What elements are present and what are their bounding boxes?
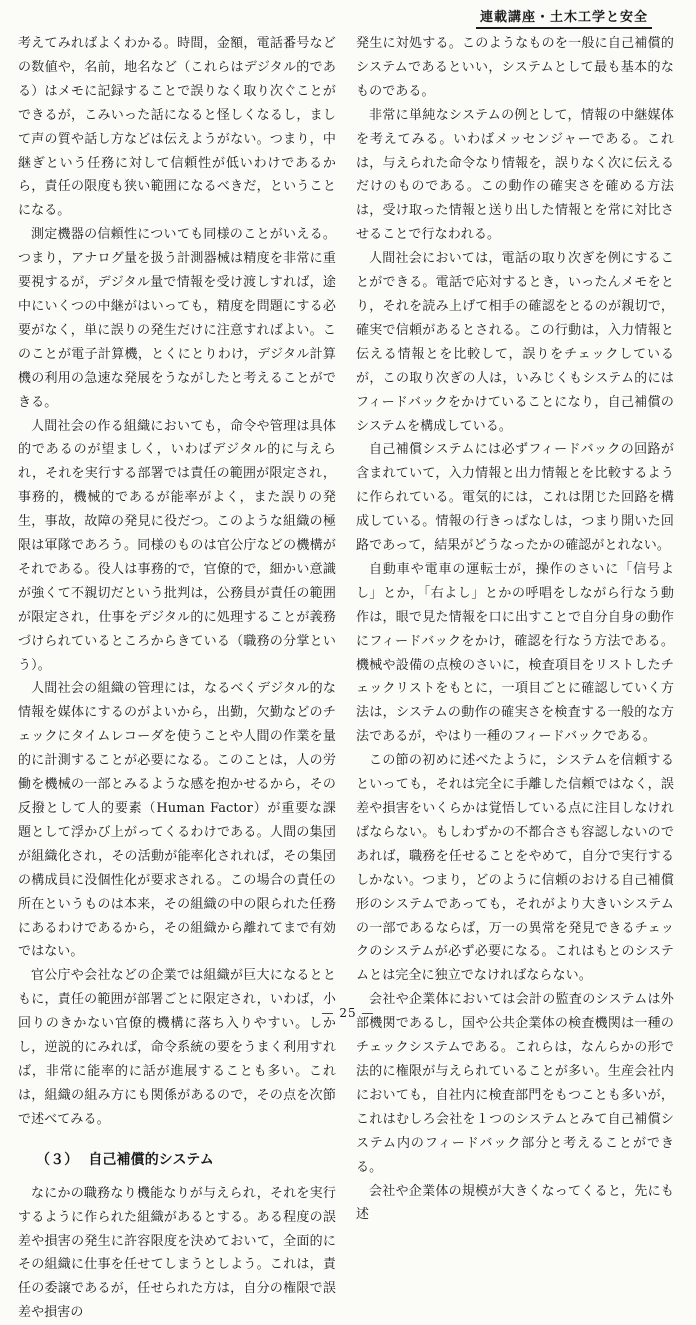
paragraph: 会社や企業体においては会計の監査のシステムは外部機関であるし，国や公共企業体の検査機関は一種のチェックシステムである。これらは，なんらかの形で法的に権限が与えられていることが多い。生産会社内においても，自社内に検査部門をもつことも多いが，これはむしろ会社を１つのシステムとみて自己補償システム内のフィードバック部分と考えることができる。: [356, 992, 674, 1175]
paragraph-continuation: 発生に対処する。このようなものを一般に自己補償的システムであるといい，システムとして最も基本的なものである。: [356, 36, 674, 99]
running-header: 連載講座・土木工学と安全: [476, 6, 652, 29]
paragraph: 非常に単純なシステムの例として，情報の中継媒体を考えてみる。いわばメッセンジャーである。これは，与えられた命令なり情報を，誤りなく次に伝えるだけのものである。この動作の確実さを確める方法は，受け取った情報と送り出した情報とを常に対比させることで行なわれる。: [356, 107, 674, 243]
paragraph: 自己補償システムには必ずフィードバックの回路が含まれていて，入力情報と出力情報とを比較するように作られている。電気的には，これは閉じた回路を構成している。情報の行きっぱなしは，つまり開いた回路であって，結果がどうなったかの確認がとれない。: [356, 442, 674, 554]
paragraph: 測定機器の信頼性についても同様のことがいえる。つまり，アナログ量を扱う計測器械は精度を非常に重要視するが，デジタル量で情報を受け渡しすれば，途中にいくつの中継がはいっても，精度を問題にする必要がなく，単に誤りの発生だけに注意すればよい。このことが電子計算機，とくにとりわけ，デジタル計算機の利用の急速な発展をうながしたと考えることができる。: [18, 227, 336, 410]
right-column: [356, 32, 674, 1227]
section-number: （３）: [36, 1151, 79, 1168]
paragraph: 官公庁や会社などの企業では組織が巨大になるとともに，責任の範囲が部署ごとに限定され，いわば，小回りのきかない官僚的機構に落ち入りやすい。しかし，逆説的にみれば，命令系統の要をうまく利用すれば，非常に能率的に話が進展することも多い。これは，組織の組み方にも関係があるので，その点を次節で述べてみる。: [18, 968, 336, 1127]
paragraph: 自動車や電車の運転士が，操作のさいに「信号よし」とか，「右よし」とかの呼唱をしながら行なう動作は，眼で見た情報を口に出すことで自分自身の動作にフィードバックをかけ，確認を行なう方法である。機械や設備の点検のさいに，検査項目をリストしたチェックリストをもとに，一項目ごとに確認していく方法は，システムの動作の確実さを検査する一般的な方法であるが，やはり一種のフィードバックである。: [356, 561, 674, 745]
section-heading: [36, 1150, 336, 1170]
paragraph: 人間社会においては，電話の取り次ぎを例にすることができる。電話で応対するとき，いったんメモをとり，それを読み上げて相手の確認をとるのが親切で，確実で信頼があるとされる。この行動は，入力情報と伝える情報とを比較して，誤りをチェックしているが，この取り次ぎの人は，いみじくもシステム的にはフィードバックをかけていることになり，自己補償のシステムを構成している。: [356, 251, 674, 434]
paragraph: 考えてみればよくわかる。時間，金額，電話番号などの数値や，名前，地名など（これらはデジタル的である）はメモに記録することで誤りなく取り次ぐことができるが，こみいった話になると怪しくなるし，まして声の質や話し方などは伝えようがない。つまり，中継ぎという任務に対して信頼性が低いわけであるから，責任の限度も狭い範囲になるべきだ，ということになる。: [18, 36, 336, 219]
left-column: [18, 32, 336, 1325]
section-title: 自己補償的システム: [88, 1151, 214, 1168]
paragraph: 人間社会の組織の管理には，なるべくデジタル的な情報を媒体にするのがよいから，出勤，欠勤などのチェックにタイムレコーダを使うことや人間の作業を量的に計測することが必要になる。このことは，人の労働を機械の一部とみるような感を抱かせるから，その反撥として人的要素（Human Factor）が重要な課題として浮かび上がってくるわけである。人間の集団が組織化され，その活動が能率化されれば，その集団の構成員に没個性化が要求される。この場合の責任の所在というものは本来，その組織の中の限られた任務にあるわけであるから，その組織から離れてまで有効ではない。: [18, 681, 336, 960]
paragraph: この節の初めに述べたように，システムを信頼するといっても，それは完全に手離した信頼ではなく，誤差や損害をいくらかは覚悟している点に注目しなければならない。もしわずかの不都合さも容認しないのであれば，職務を任せることをやめて，自分で実行するしかない。つまり，どのように信頼のおける自己補償形のシステムであっても，それがより大きいシステムの一部であるならば，万一の異常を発見できるチェックのシステムが必ず必要になる。これはもとのシステムとは完全に独立でなければならない。: [356, 753, 674, 984]
page-number: — 25 —: [321, 1006, 375, 1020]
paragraph: 会社や企業体の規模が大きくなってくると，先にも述: [356, 1183, 674, 1223]
paragraph: なにかの職務なり機能なりが与えられ，それを実行するように作られた組織があるとする。ある程度の誤差や損害の発生に許容限度を決めておいて，全面的にその組織に仕事を任せてしまうとしよう。これは，責任の委譲であるが，任せられた方は，自分の権限で誤差や損害の: [18, 1185, 336, 1321]
paragraph: 人間社会の作る組織においても，命令や管理は具体的であるのが望ましく，いわばデジタル的に与えられ，それを実行する部署では責任の範囲が限定され，事務的，機械的であるが能率がよく，また誤りの発生，事故，故障の発見に役だつ。このような組織の極限は軍隊であろう。同様のものは官公庁などの機構がそれである。役人は事務的で，官僚的で，細かい意識が強くて不親切だという批判は，公務員が責任の範囲が限定され，仕事をデジタル的に処理することが義務づけられているところからきている（職務の分掌という）。: [18, 418, 336, 673]
